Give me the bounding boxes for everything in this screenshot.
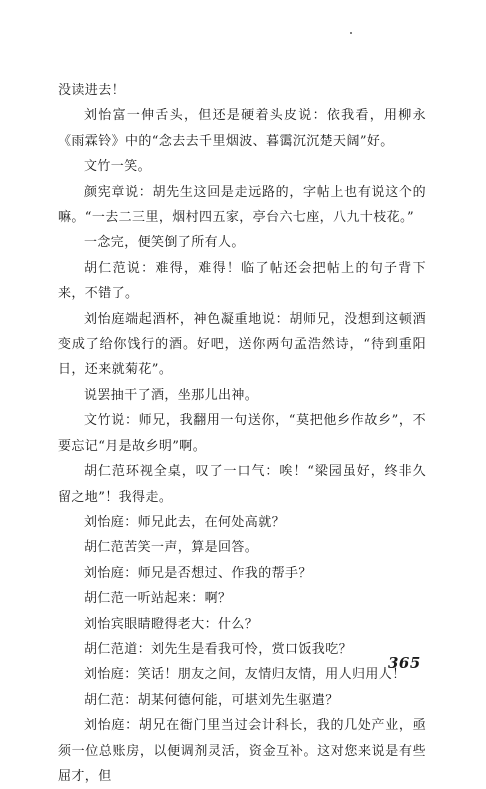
paragraph: 没读进去！ <box>58 83 126 98</box>
paragraph: 刘怡富一伸舌头，但还是硬着头皮说：依我看，用柳永《雨霖铃》中的“念去去千里烟波、暮霭沉沉楚天阔”好。 <box>58 108 426 149</box>
paragraph: 胡仁范道：刘先生是看我可怜，赏口饭我吃？ <box>84 641 353 657</box>
paragraph: 刘怡宾眼睛瞪得老大：什么？ <box>84 616 259 632</box>
paragraph: 刘怡庭：笑话！朋友之间，友情归友情，用人归用人！ <box>84 667 406 683</box>
paragraph: 颜宪章说：胡先生这回是走远路的，字帖上也有说这个的嘛。“一去二三里，烟村四五家，亭台六七座，八九十枝花。” <box>58 184 426 226</box>
paragraph: 胡仁范一听站起来：啊？ <box>84 591 232 607</box>
paragraph: 胡仁范苦笑一声，算是回答。 <box>84 540 259 556</box>
paragraph: 刘怡庭端起酒杯，神色凝重地说：胡师兄，没想到这顿酒变成了给你饯行的酒。好吧，送你两句孟浩然诗，“待到重阳日，还来就菊花”。 <box>58 311 426 378</box>
paragraph: 文竹一笑。 <box>84 159 152 175</box>
paragraph: 刘怡庭：师兄此去，在何处高就？ <box>84 514 286 530</box>
page-number: 365 <box>388 654 421 672</box>
paragraph: 胡仁范环视全桌，叹了一口气：唉！“梁园虽好，终非久留之地”！我得走。 <box>58 464 426 505</box>
paragraph: 一念完，便笑倒了所有人。 <box>84 235 245 251</box>
paragraph: 文竹说：师兄，我翻用一句送你，“莫把他乡作故乡”，不要忘记“月是故乡明”啊。 <box>58 413 426 454</box>
paragraph: 说罢抽干了酒，坐那儿出神。 <box>84 387 259 403</box>
paragraph: 刘怡庭：师兄是否想过、作我的帮手？ <box>84 565 312 581</box>
body-text <box>58 78 426 789</box>
paragraph: 胡仁范：胡某何德何能，可堪刘先生驱遣？ <box>84 692 339 708</box>
paragraph: 刘怡庭：胡兄在衙门里当过会计科长，我的几处产业，亟须一位总账房，以便调剂灵活，资金互补。这对您来说是有些屈才，但 <box>58 718 426 784</box>
scan-speck <box>350 32 352 34</box>
paragraph: 胡仁范说：难得，难得！临了帖还会把帖上的句子背下来，不错了。 <box>58 260 426 302</box>
